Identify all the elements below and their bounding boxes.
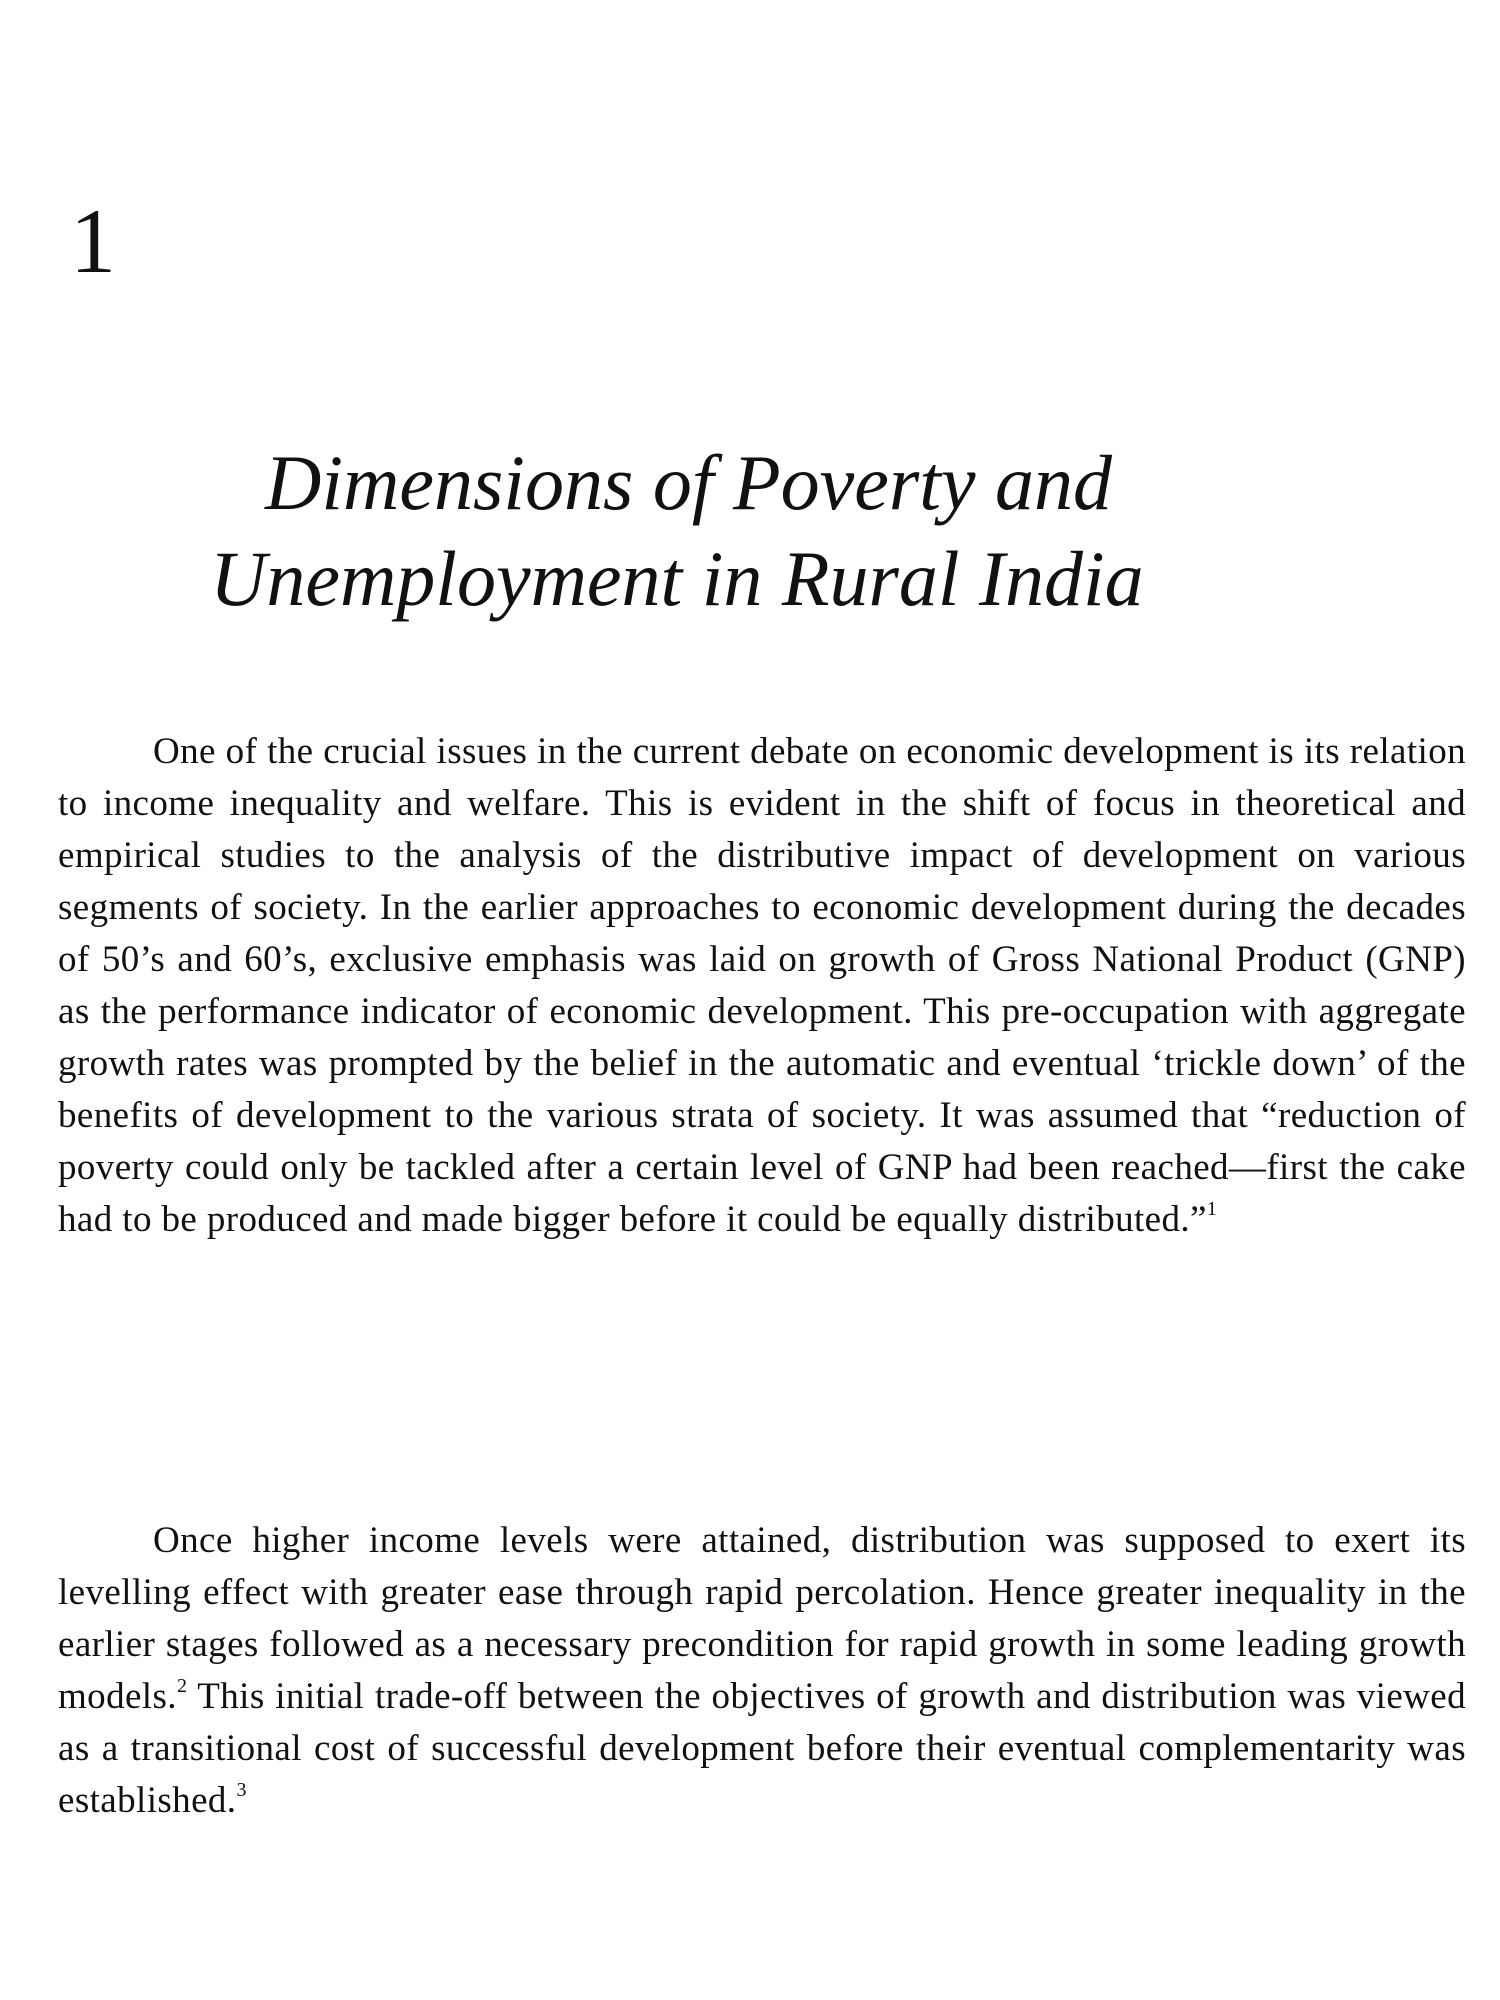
chapter-number: 1 — [70, 190, 116, 292]
body-paragraph-1 — [58, 726, 1466, 1246]
chapter-title-line-2: Unemployment in Rural India — [210, 535, 1144, 622]
chapter-title-line-1: Dimensions of Poverty and — [265, 439, 1113, 526]
footnote-marker-2: 2 — [176, 1675, 188, 1697]
footnote-marker-1: 1 — [1206, 1198, 1218, 1220]
footnote-marker-3: 3 — [236, 1779, 247, 1801]
chapter-title — [200, 435, 1350, 627]
paragraph-2-text-a: Once higher income levels were attained, distribution was supposed to exert its levelling effect with greater ease through rapid percolation. Hence greater inequality in the earlier stages followed as a necessary precondition for rapid growth in some leading growth models. — [58, 1520, 1466, 1717]
paragraph-1-text: One of the crucial issues in the current debate on economic development is its relation to income inequality and welfare. This is evident in the shift of focus in theoretical and empirical studies to the analysis of the distributive impact of development on various segments of society. In the earlier approaches to economic development during the decades of 50’s and 60’s, exclusive emphasis was laid on growth of Gross National Product (GNP) as the performance indicator of economic development. This pre-occupation with aggregate growth rates was prompted by the belief in the automatic and eventual ‘trickle down’ of the benefits of development to the various strata of society. It was assumed that “reduction of poverty could only be tackled after a certain level of GNP had been reached—first the cake had to be produced and made bigger before it could be equally distributed.” — [58, 731, 1466, 1240]
body-paragraph-2 — [58, 1515, 1466, 1827]
paragraph-2-text-b: This initial trade-off between the objectives of growth and distribution was viewed as a transitional cost of successful development before their eventual complementarity was established. — [58, 1676, 1466, 1821]
